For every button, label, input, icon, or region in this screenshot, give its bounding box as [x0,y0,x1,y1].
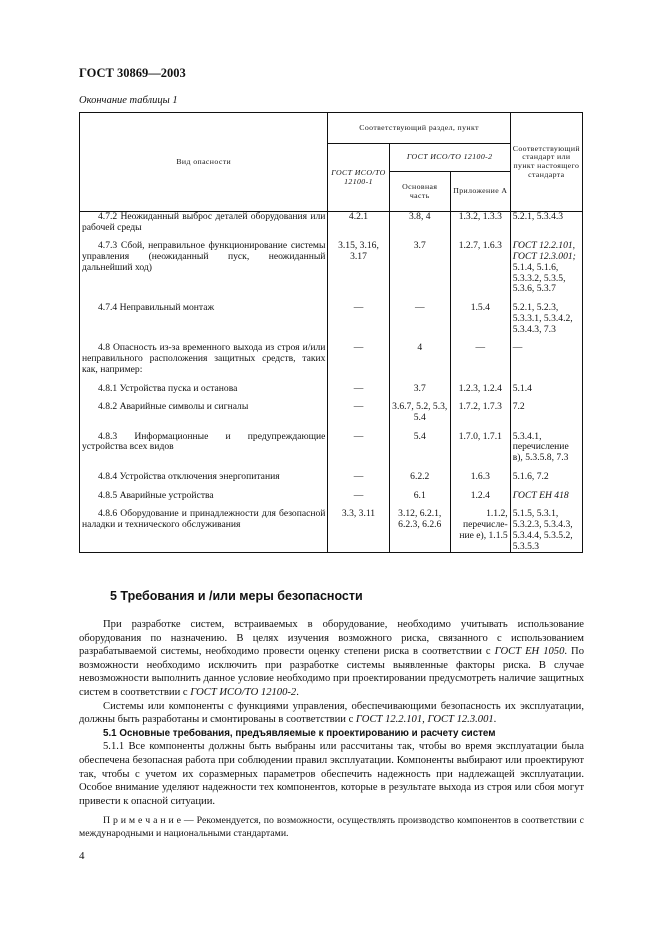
table-row [80,432,583,464]
note-text: — Рекомендуется, по возможности, осуществлять производство компонентов в соответствии с международными и национальными стандартами. [79,815,584,840]
hazard-cell: 4.7.3 Сбой, неправильное функционирование системы управления (неожиданный пуск, неожиданный дальнейший ход) [80,241,328,295]
annex-cell: 1.2.7, 1.6.3 [450,241,510,295]
header-standard: Соответствующий стандарт или пункт настоящего стандарта [510,113,582,212]
annex-cell: 1.3.2, 1.3.3 [450,212,510,234]
note-label: П р и м е ч а н и е [103,815,182,827]
iso1-cell: — [328,402,389,423]
table-row [80,384,583,395]
note [79,814,584,840]
iso1-cell: — [328,343,389,375]
section-body [79,618,584,840]
table-row [80,303,583,335]
header-main-part: Основная часть [389,172,450,212]
main-part-cell: 4 [389,343,450,375]
main-part-cell: 3.7 [389,241,450,295]
iso1-cell: 3.15, 3.16, 3.17 [328,241,389,295]
main-part-cell: 5.4 [389,432,450,464]
main-part-cell: 3.7 [389,384,450,395]
ref-gost-12: ГОСТ 12.2.101, ГОСТ 12.3.001 [355,714,494,726]
header-annex: Приложение А [450,172,510,212]
table-row [80,472,583,483]
annex-cell: 1.7.0, 1.7.1 [450,432,510,464]
table-row [80,491,583,502]
iso1-cell: 4.2.1 [328,212,389,234]
standard-cell: 7.2 [510,402,582,423]
iso1-cell: 3.3, 3.11 [328,509,389,552]
iso1-cell: — [328,384,389,395]
table-row [80,343,583,375]
header-iso-1: ГОСТ ИСО/ТО 12100-1 [328,144,389,212]
hazard-cell: 4.8.3 Информационные и предупреждающие устройства всех видов [80,432,328,464]
main-part-cell: 3.8, 4 [389,212,450,234]
iso1-cell: — [328,303,389,335]
hazard-cell: 4.7.2 Неожиданный выброс деталей оборудования или рабочей среды [80,212,328,234]
header-section-group: Соответствующий раздел, пункт [328,113,510,144]
hazard-cell: 4.8.1 Устройства пуска и останова [80,384,328,395]
standard-cell: 5.1.5, 5.3.1, 5.3.2.3, 5.3.4.3, 5.3.4.4, 5.3.5.2, 5.3.5.3 [510,509,582,552]
paragraph-control-systems: Системы или компоненты с функциями управления, обеспечивающими безопасность их эксплуатации, должны быть разработаны и смонтированы в соответствии с ГОСТ 12.2.101, ГОСТ 12.3.001. [79,700,584,726]
main-part-cell: 3.6.7, 5.2, 5.3, 5.4 [389,402,450,423]
main-part-cell: 6.2.2 [389,472,450,483]
main-part-cell: 6.1 [389,491,450,502]
table-row [80,241,583,295]
annex-cell: 1.7.2, 1.7.3 [450,402,510,423]
main-part-cell: 3.12, 6.2.1, 6.2.3, 6.2.6 [389,509,450,552]
standard-cell: ГОСТ ЕН 418 [510,491,582,502]
standard-cell: 5.1.4 [510,384,582,395]
hazard-cell: 4.8.4 Устройства отключения энергопитания [80,472,328,483]
iso1-cell: — [328,432,389,464]
header-hazard: Вид опасности [80,113,328,212]
standard-cell: 5.3.4.1, перечисление в), 5.3.5.8, 7.3 [510,432,582,464]
ref-gost-en-1050: ГОСТ ЕН 1050 [494,646,565,658]
document-header: ГОСТ 30869—2003 [79,66,186,80]
table-row [80,212,583,234]
table-caption: Окончание таблицы 1 [79,95,178,106]
page-number: 4 [79,850,85,862]
annex-cell: 1.2.4 [450,491,510,502]
ref-gost-iso-12100-2: ГОСТ ИСО/ТО 12100-2 [190,686,297,698]
subsection-heading: 5.1 Основные требования, предъявляемые к проектированию и расчету систем [103,727,496,739]
standard-ref-gost: ГОСТ 12.2.101, ГОСТ 12.3.001; [512,240,576,263]
hazard-cell: 4.8.5 Аварийные устройства [80,491,328,502]
section-heading: 5 Требования и /или меры безопасности [110,589,363,603]
hazard-table [79,112,583,553]
table-row [80,509,583,552]
paragraph-5-1-1: 5.1.1 Все компоненты должны быть выбраны или рассчитаны так, чтобы во время эксплуатации была обеспечена безопасная работа при соблюдении правил эксплуатации. Компоненты выбирают или проектируют так, чтобы с учетом их соразмерных параметров обеспечить надежность при надлежащей эксплуатации. Особое внимание уделяют надежности тех компонентов, которые в результате выхода из строя или сбоя могут привести к опасной ситуации. [79,741,584,807]
annex-cell: 1.1.2, перечисление е), 1.1.5 [450,509,510,552]
paragraph-intro: При разработке систем, встраиваемых в оборудование, необходимо учитывать использование оборудования по назначению. В целях изучения возможного риска, связанного с использованием разрабатываемой системы, необходимо провести оценку степени риска в соответствии с ГОСТ ЕН 1050. По возможности необходимо исключить при разработке системы выявленные факторы риска. В случае невозможности выполнить данное условие необходимо при проектировании предусмотреть наличие защитных систем в соответствии с ГОСТ ИСО/ТО 12100-2. [79,619,584,698]
standard-cell [510,241,582,295]
annex-cell: — [450,343,510,375]
hazard-cell: 4.8 Опасность из-за временного выхода из строя и/или неправильного расположения защитных средств, таких как, например: [80,343,328,375]
main-part-cell: — [389,303,450,335]
annex-cell: 1.2.3, 1.2.4 [450,384,510,395]
standard-ref-clauses: 5.1.4, 5.1.6, 5.3.3.2, 5.3.5, 5.3.6, 5.3.7 [512,261,566,295]
hazard-cell: 4.8.6 Оборудование и принадлежности для безопасной наладки и технического обслуживания [80,509,328,552]
header-iso-2: ГОСТ ИСО/ТО 12100-2 [389,144,510,172]
hazard-cell: 4.7.4 Неправильный монтаж [80,303,328,335]
hazard-cell: 4.8.2 Аварийные символы и сигналы [80,402,328,423]
annex-cell: 1.5.4 [450,303,510,335]
standard-cell: 5.2.1, 5.2.3, 5.3.3.1, 5.3.4.2, 5.3.4.3, 7.3 [510,303,582,335]
iso1-cell: — [328,472,389,483]
table-row [80,402,583,423]
standard-cell: 5.2.1, 5.3.4.3 [510,212,582,234]
standard-cell: 5.1.6, 7.2 [510,472,582,483]
standard-cell: — [510,343,582,375]
iso1-cell: — [328,491,389,502]
annex-cell: 1.6.3 [450,472,510,483]
